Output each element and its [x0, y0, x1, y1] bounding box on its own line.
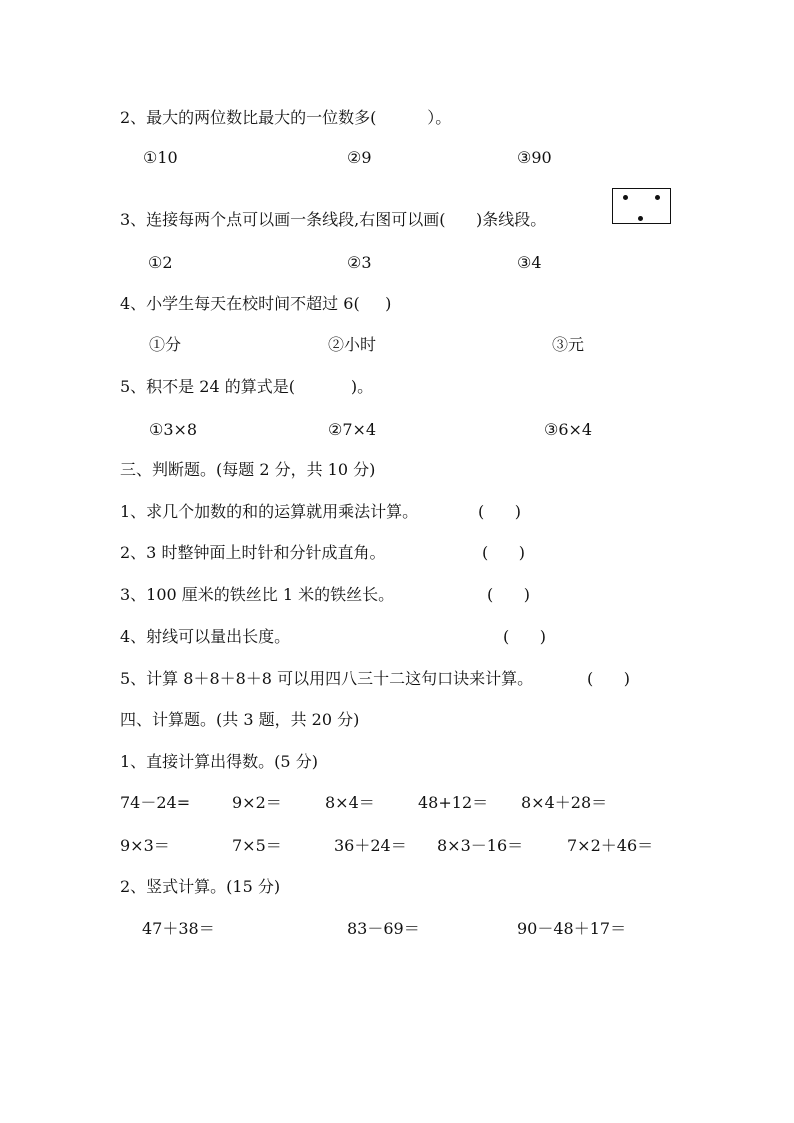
judgment-item-1-text: 1、求几个加数的和的运算就用乘法计算。 [120, 502, 419, 521]
dot [638, 216, 643, 221]
mental-calc-item: 7×5＝ [232, 836, 282, 855]
question-4-stem: 4、小学生每天在校时间不超过 6( ) [120, 294, 392, 313]
dot [655, 195, 660, 200]
vertical-calc-item: 90－48＋17＝ [517, 919, 627, 938]
calc-part-1-title: 1、直接计算出得数。(5 分) [120, 752, 318, 771]
dot [623, 195, 628, 200]
judgment-item-3-answer-blank: ( ) [487, 585, 530, 604]
question-3-option-2: ②3 [347, 253, 372, 272]
mental-calc-item: 8×4＋28＝ [521, 793, 608, 812]
judgment-item-2-text: 2、3 时整钟面上时针和分针成直角。 [120, 543, 386, 562]
question-3-option-1: ①2 [148, 253, 173, 272]
mental-calc-item: 9×3＝ [120, 836, 170, 855]
vertical-calc-item: 47＋38＝ [142, 919, 215, 938]
judgment-item-5-text: 5、计算 8＋8＋8＋8 可以用四八三十二这句口诀来计算。 [120, 669, 534, 688]
vertical-calc-item: 83－69＝ [347, 919, 420, 938]
mental-calc-item: 74－24= [120, 793, 191, 812]
section-3-heading: 三、判断题。(每题 2 分，共 10 分) [120, 460, 376, 479]
question-4-option-3: ③元 [552, 335, 585, 354]
mental-calc-item: 8×3－16＝ [437, 836, 524, 855]
question-2-stem: 2、最大的两位数比最大的一位数多( ）。 [120, 108, 452, 127]
question-4-option-1: ①分 [149, 335, 182, 354]
calc-part-2-title: 2、竖式计算。(15 分) [120, 877, 281, 896]
question-3-option-3: ③4 [517, 253, 542, 272]
judgment-item-5-answer-blank: ( ) [587, 669, 630, 688]
judgment-item-4-answer-blank: ( ) [503, 627, 546, 646]
judgment-item-1-answer-blank: ( ) [478, 502, 521, 521]
question-5-option-3: ③6×4 [544, 420, 593, 439]
question-4-option-2: ②小时 [328, 335, 377, 354]
question-2-option-2: ②9 [347, 148, 372, 167]
question-3-stem: 3、连接每两个点可以画一条线段,右图可以画( )条线段。 [120, 210, 547, 229]
mental-calc-item: 36＋24＝ [334, 836, 407, 855]
question-5-stem: 5、积不是 24 的算式是( )。 [120, 377, 374, 396]
mental-calc-item: 7×2＋46＝ [567, 836, 654, 855]
question-2-option-1: ①10 [143, 148, 178, 167]
judgment-item-2-answer-blank: ( ) [482, 543, 525, 562]
mental-calc-item: 9×2＝ [232, 793, 282, 812]
question-2-option-3: ③90 [517, 148, 552, 167]
mental-calc-item: 48+12＝ [418, 793, 489, 812]
question-5-option-1: ①3×8 [149, 420, 198, 439]
judgment-item-4-text: 4、射线可以量出长度。 [120, 627, 291, 646]
dots-figure [612, 188, 671, 224]
judgment-item-3-text: 3、100 厘米的铁丝比 1 米的铁丝长。 [120, 585, 395, 604]
section-4-heading: 四、计算题。(共 3 题，共 20 分) [120, 710, 360, 729]
question-5-option-2: ②7×4 [328, 420, 377, 439]
mental-calc-item: 8×4＝ [325, 793, 375, 812]
